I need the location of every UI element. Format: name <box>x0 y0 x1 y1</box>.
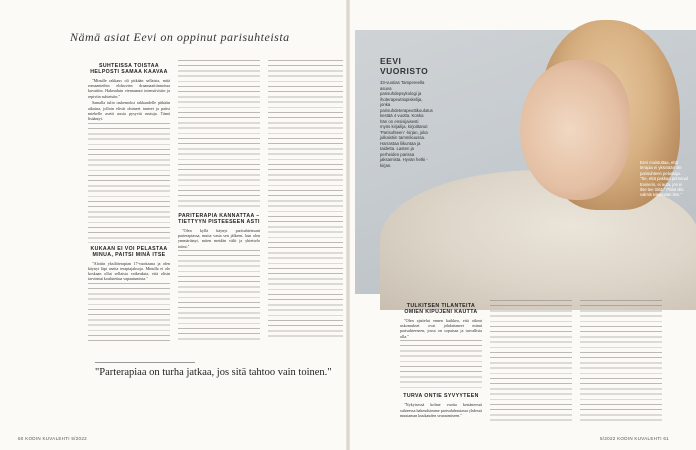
left-column-1 <box>88 60 170 345</box>
section-heading: TULKITSEN TILANTEITA OMIEN KIPUJENI KAUTTA <box>404 303 478 315</box>
bio-name <box>380 57 428 76</box>
left-column-2 <box>178 60 260 345</box>
paragraph: "Aloitin yksilöterapian 17-vuotiaana ja olen käynyt läpi useita terapiajaksoja. Minulla ei ole koskaan ollut sellaisia vaikeuksia, että olisin tarvinnut koulutettua vapautumista." <box>88 260 170 282</box>
section-heading: SUHTEISSA TOISTAA HELPOSTI SAMAA KAAVAA <box>90 63 168 75</box>
section-heading: KUKAAN EI VOI PELASTAA MINUA, PAITSI MINÄ ITSE <box>90 245 168 258</box>
body-text-lines <box>268 60 343 340</box>
paragraph: Samalla tulin taskemoksi rakkaudelle pitkään aikoina, jolloin elivät ohimeet tunteet ja paitsi miehelle asetti uusia pysyviä ruutuja. Tämä lisääntyi. <box>88 100 170 121</box>
footer-left: 60 KODIN KUVALEHTI 5/2022 <box>18 436 87 441</box>
quote-rule <box>95 362 195 363</box>
right-column-1 <box>400 300 482 430</box>
right-column-2 <box>490 300 572 430</box>
body-text-lines <box>580 300 662 425</box>
section-heading: TURVA ONTIE SYVYYTEEN <box>403 393 479 400</box>
bio-text: 33-vuotias Tampereella asuva parisuhdepsykologi ja ihoterapeuttiopiskelija, jonka parisuhdeterapeuttikoulutus kestää 4 vuotta. Koska hän on ensisijaisesti myös kirjailija, kirjoittanut 'Parisuhteen' -kirjan, joka julkaistiin tammikuussa. Harrastaa liikuntaa ja taidetta. Lasten ja perheiden parissa jaksamista. Hyvän hetki -kirjan. <box>380 80 433 168</box>
footer-right: 5/2022 KODIN KUVALEHTI 61 <box>600 436 669 441</box>
photo-caption: Eevi muistuttaa, että terapia ei yksinään ole parisuhteen pelastaja. "Se, että pakkaa personal trainerin, ei auta, jos ei itse tee töitä." Pitää olla valmis tekemään itse." <box>640 160 688 198</box>
right-column-3 <box>580 300 662 430</box>
paragraph: "Nykyisessä kolme vuotta kestäneessä suhteessa hakeuduimme parisuhdeasiassa yhdessä muutaman kuukauden seuraamiseen." <box>400 402 482 418</box>
pull-quote: "Parterapiaa on turha jatkaa, jos sitä tahtoo vain toinen." <box>95 367 332 378</box>
body-text-lines <box>178 250 260 340</box>
photo-face <box>520 60 630 200</box>
body-text-lines <box>490 300 572 425</box>
body-text-lines <box>88 283 170 343</box>
body-text-lines <box>178 60 260 210</box>
left-column-3 <box>268 60 343 345</box>
paragraph: "Olen kyllä käynyt parisuhteissani parterapiassa, mutta vasta sen jälkeen, kun olen ymmärtänyt, miten meidän välit ja yhteiselo toimi." <box>178 228 260 249</box>
section-heading: PARITERAPIA KANNATTAA – TIETTYYN PISTEESEEN ASTI <box>178 213 260 225</box>
bio-first-name: EEVI <box>380 56 402 66</box>
bio-last-name: VUORISTO <box>380 65 429 76</box>
page-gutter <box>346 0 350 450</box>
paragraph: "Olen ajattelut ennen kaikkea, että oikeat uskomukset ovat johdattaneet minut parisuhteeseen, jossa on sopuisaa ja turvallista olla." <box>400 318 482 339</box>
paragraph: "Minulle rakkaus oli pitkään sellaista, mitä romaanteihin elokuvien draamaattiinnoissa kuvattiin. Hakeuduin viennaanoi intensiivisiin ja repiviin suhteisiin." <box>88 78 170 99</box>
article-headline: Nämä asiat Eevi on oppinut parisuhteista <box>70 30 290 44</box>
body-text-lines <box>400 340 482 390</box>
body-text-lines <box>88 123 170 243</box>
